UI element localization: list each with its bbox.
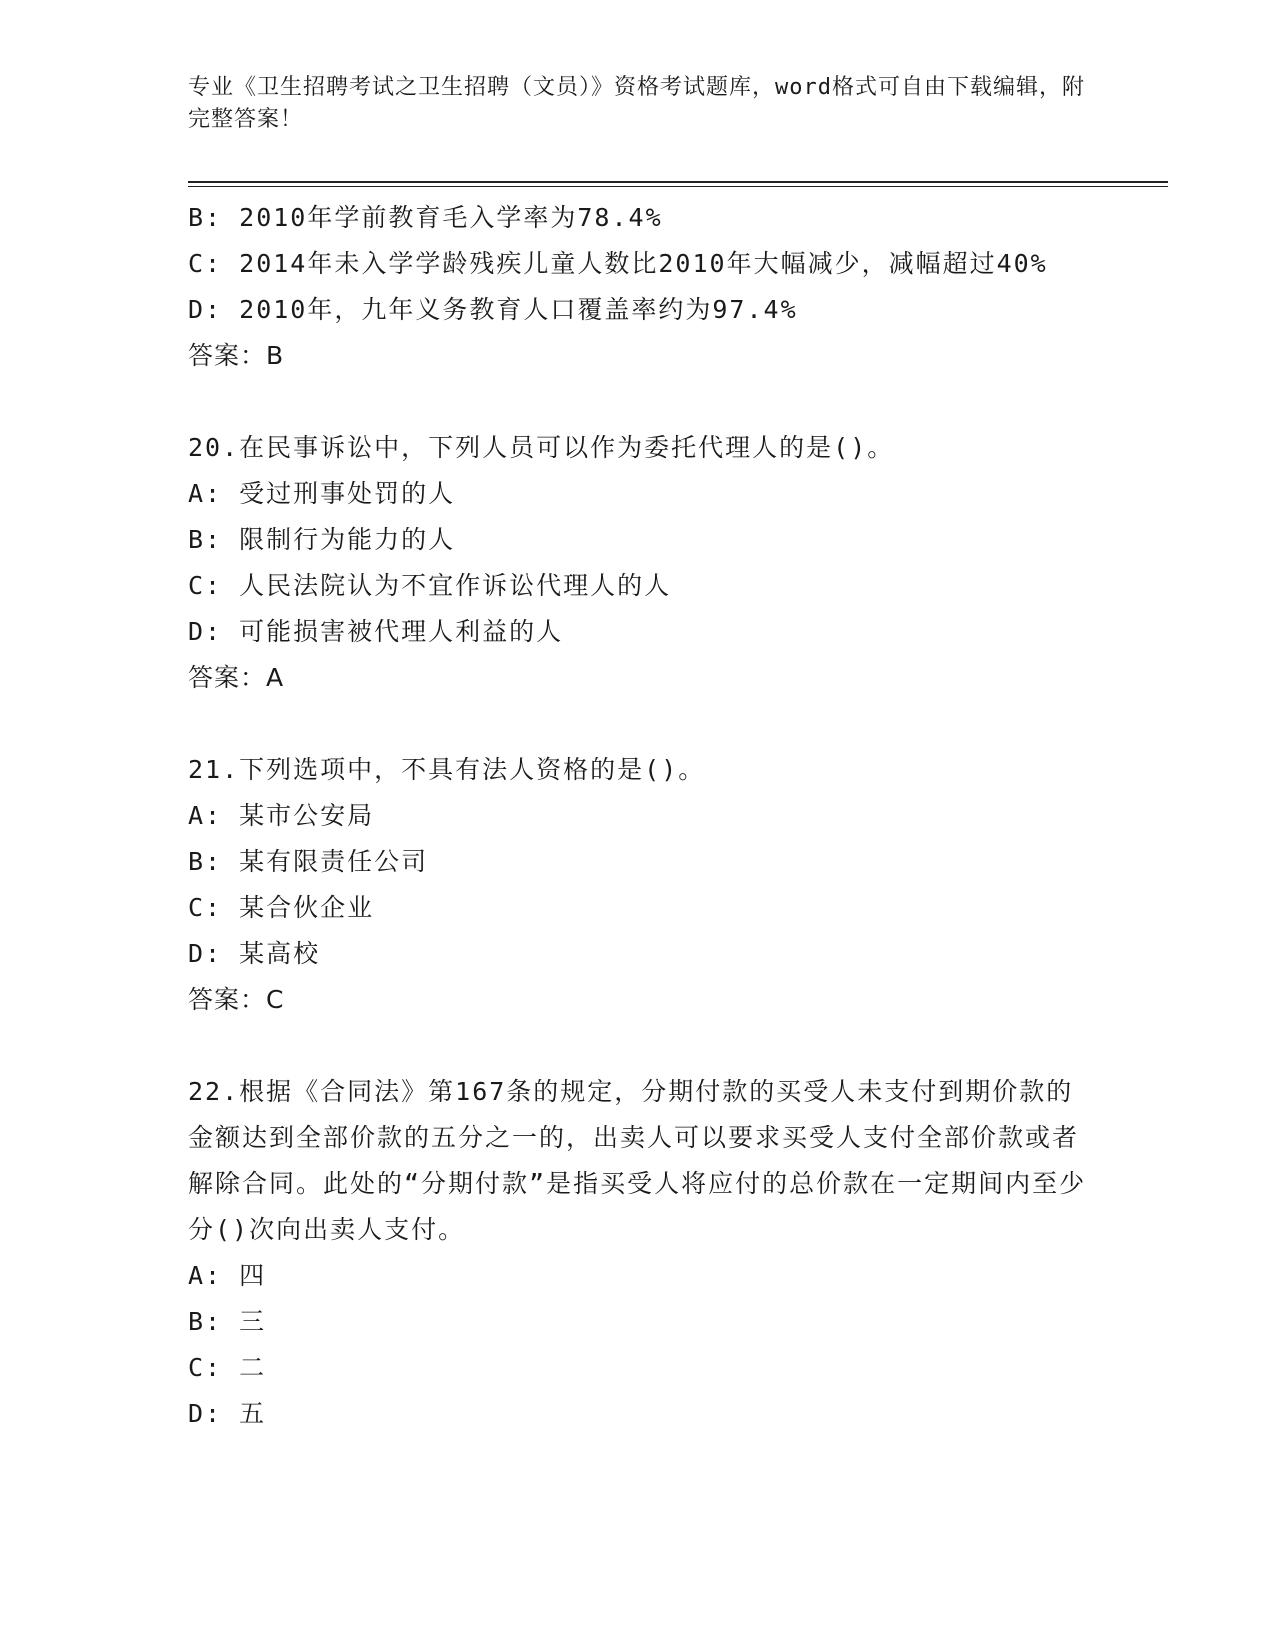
question-21 <box>188 747 1168 1023</box>
document-header: 专业《卫生招聘考试之卫生招聘（文员）》资格考试题库，word格式可自由下载编辑，附完整答案！ <box>188 75 1085 132</box>
option-c: C: 某合伙企业 <box>188 893 375 922</box>
answer-label: 答案：C <box>188 985 285 1014</box>
question-19-remainder <box>188 195 1168 379</box>
answer-label: 答案：B <box>188 341 285 370</box>
option-d: D: 某高校 <box>188 939 321 968</box>
question-stem: 20.在民事诉讼中，下列人员可以作为委托代理人的是()。 <box>188 433 895 462</box>
option-c: C: 二 <box>188 1353 267 1382</box>
header-divider <box>188 181 1168 187</box>
question-20 <box>188 425 1168 701</box>
option-b: B: 三 <box>188 1307 267 1336</box>
answer-label: 答案：A <box>188 663 285 692</box>
option-c: C: 2014年未入学学龄残疾儿童人数比2010年大幅减少，减幅超过40% <box>188 249 1048 278</box>
option-a: A: 某市公安局 <box>188 801 375 830</box>
option-d: D: 2010年，九年义务教育人口覆盖率约为97.4% <box>188 295 798 324</box>
question-stem: 22.根据《合同法》第167条的规定，分期付款的买受人未支付到期价款的金额达到全部价款的五分之一的，出卖人可以要求买受人支付全部价款或者解除合同。此处的“分期付款”是指买受人将应付的总价款在一定期间内至少分()次向出卖人支付。 <box>188 1077 1087 1244</box>
option-a: A: 四 <box>188 1261 267 1290</box>
question-22 <box>188 1069 1168 1437</box>
option-b: B: 某有限责任公司 <box>188 847 429 876</box>
option-b: B: 限制行为能力的人 <box>188 525 456 554</box>
question-stem: 21.下列选项中，不具有法人资格的是()。 <box>188 755 706 784</box>
option-a: A: 受过刑事处罚的人 <box>188 479 456 508</box>
option-c: C: 人民法院认为不宜作诉讼代理人的人 <box>188 571 672 600</box>
option-b: B: 2010年学前教育毛入学率为78.4% <box>188 203 663 232</box>
option-d: D: 可能损害被代理人利益的人 <box>188 617 564 646</box>
option-d: D: 五 <box>188 1399 267 1428</box>
document-page <box>188 72 1168 1437</box>
